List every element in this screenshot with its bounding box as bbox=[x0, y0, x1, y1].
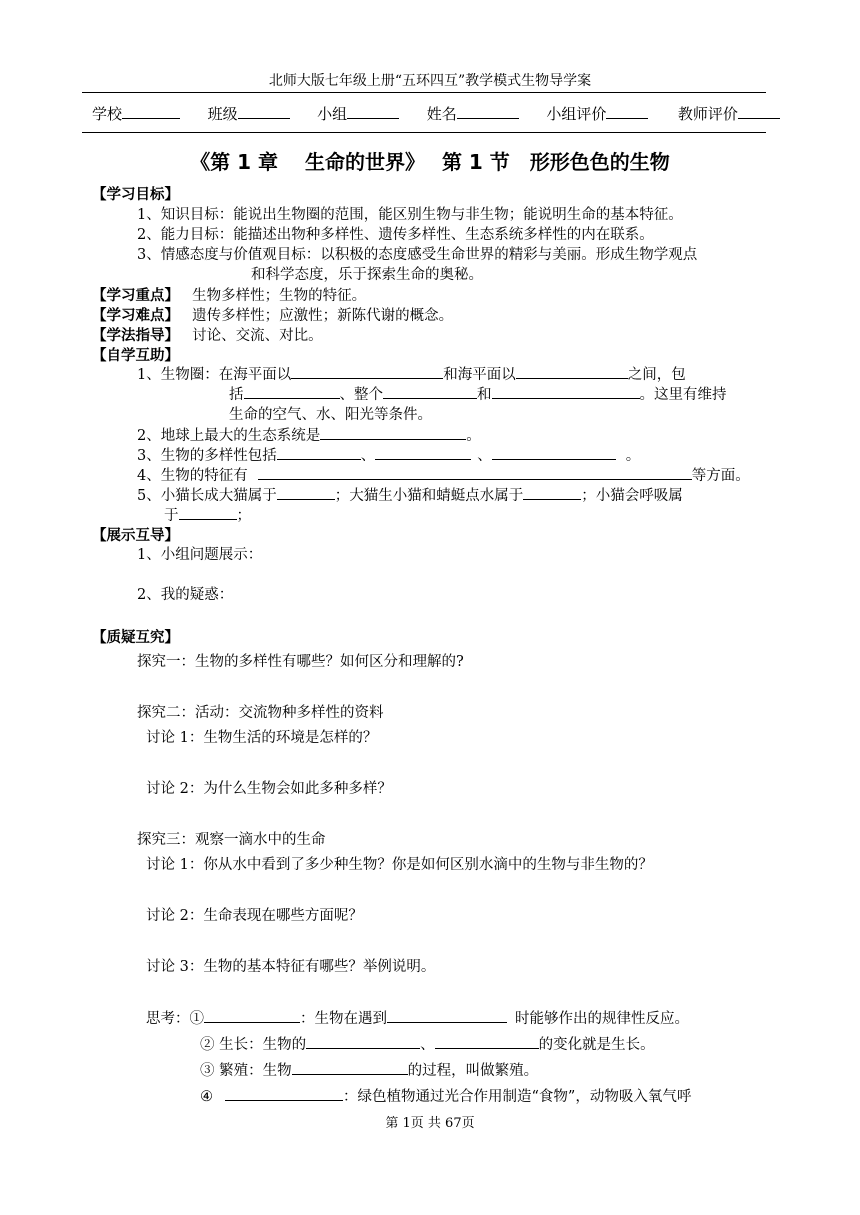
q2-text: 。 bbox=[466, 428, 481, 444]
answer-blank[interactable] bbox=[244, 385, 340, 399]
teacher-eval-label: 教师评价 bbox=[677, 105, 738, 123]
think-text: ④ bbox=[200, 1089, 213, 1105]
goal-item: 和科学态度，乐于探索生命的奥秘。 bbox=[251, 267, 483, 283]
answer-blank[interactable] bbox=[375, 446, 471, 460]
display-item: 1、小组问题展示： bbox=[137, 547, 263, 563]
inquiry-discussion: 讨论 3：生物的基本特征有哪些？举例说明。 bbox=[146, 959, 436, 975]
q4-text: 4、生物的特征有 bbox=[137, 468, 248, 484]
school-blank[interactable] bbox=[122, 104, 180, 119]
answer-blank[interactable] bbox=[435, 1035, 539, 1049]
q1-text: 括 bbox=[229, 387, 244, 403]
difficulties-row bbox=[92, 304, 453, 325]
think-text: 的过程，叫做繁殖。 bbox=[407, 1063, 539, 1079]
method-row bbox=[92, 324, 323, 345]
q1-text: 1、生物圈：在海平面以 bbox=[137, 367, 292, 383]
name-blank[interactable] bbox=[457, 104, 519, 119]
q1-text: 和海平面以 bbox=[443, 367, 516, 383]
difficulties-text: 遗传多样性；应激性；新陈代谢的概念。 bbox=[192, 308, 454, 324]
class-label: 班级 bbox=[207, 105, 238, 123]
display-item: 2、我的疑惑： bbox=[137, 587, 234, 603]
class-blank[interactable] bbox=[238, 104, 290, 119]
inquiry-explore-3: 探究三：观察一滴水中的生命 bbox=[137, 832, 326, 848]
think-label: 思考： bbox=[146, 1011, 190, 1027]
method-heading: 【学法指导】 bbox=[92, 328, 179, 344]
group-label: 小组 bbox=[317, 105, 348, 123]
answer-blank[interactable] bbox=[291, 365, 443, 379]
answer-blank[interactable] bbox=[523, 486, 581, 500]
think-row-4 bbox=[200, 1085, 691, 1106]
group-blank[interactable] bbox=[347, 104, 399, 119]
answer-blank[interactable] bbox=[204, 1009, 300, 1023]
q1-text: 。这里有维持 bbox=[639, 387, 727, 403]
inquiry-discussion: 讨论 1：生物生活的环境是怎样的？ bbox=[146, 730, 378, 746]
inquiry-discussion: 讨论 1：你从水中看到了多少种生物？你是如何区别水滴中的生物与非生物的？ bbox=[146, 857, 653, 873]
think-row-3 bbox=[200, 1059, 538, 1080]
answer-blank[interactable] bbox=[306, 1035, 420, 1049]
answer-blank[interactable] bbox=[277, 446, 361, 460]
q3-text: 3、生物的多样性包括 bbox=[137, 448, 277, 464]
answer-blank[interactable] bbox=[292, 1061, 408, 1075]
q1-text: 和 bbox=[477, 387, 492, 403]
header-rule bbox=[82, 92, 766, 93]
keypoints-heading: 【学习重点】 bbox=[92, 288, 179, 304]
group-eval-label: 小组评价 bbox=[546, 105, 607, 123]
inquiry-discussion: 讨论 2：生命表现在哪些方面呢？ bbox=[146, 908, 363, 924]
q5-text: ； bbox=[236, 508, 251, 524]
selfstudy-q1-line2 bbox=[229, 383, 727, 404]
info-rule bbox=[82, 132, 766, 133]
page-footer: 第 1页 共 67页 bbox=[385, 1116, 475, 1131]
selfstudy-q4 bbox=[137, 464, 750, 485]
selfstudy-heading: 【自学互助】 bbox=[92, 348, 179, 364]
think-row-1 bbox=[146, 1007, 689, 1028]
difficulties-heading: 【学习难点】 bbox=[92, 308, 179, 324]
think-text: 、 bbox=[420, 1037, 435, 1053]
name-label: 姓名 bbox=[426, 105, 457, 123]
selfstudy-q5-line2 bbox=[164, 504, 251, 525]
q3-text: 、 bbox=[477, 448, 492, 464]
answer-blank[interactable] bbox=[179, 506, 237, 520]
answer-blank[interactable] bbox=[225, 1087, 343, 1101]
selfstudy-q3 bbox=[137, 444, 640, 465]
think-row-2 bbox=[200, 1033, 655, 1054]
keypoints-text: 生物多样性；生物的特征。 bbox=[192, 288, 367, 304]
answer-blank[interactable] bbox=[387, 1009, 507, 1023]
goal-item: 2、能力目标：能描述出物种多样性、遗传多样性、生态系统多样性的内在联系。 bbox=[137, 227, 654, 243]
teacher-eval-blank[interactable] bbox=[738, 104, 780, 119]
q2-text: 2、地球上最大的生态系统是 bbox=[137, 428, 321, 444]
display-heading: 【展示互导】 bbox=[92, 528, 179, 544]
goal-item: 1、知识目标：能说出生物圈的范围，能区别生物与非生物；能说明生命的基本特征。 bbox=[137, 207, 683, 223]
think-text: 时能够作出的规律性反应。 bbox=[515, 1011, 689, 1027]
answer-blank[interactable] bbox=[516, 365, 628, 379]
think-text: 的变化就是生长。 bbox=[538, 1037, 655, 1053]
school-label: 学校 bbox=[92, 105, 123, 123]
keypoints-row bbox=[92, 284, 366, 305]
goals-heading: 【学习目标】 bbox=[92, 187, 179, 203]
chapter-title: 《第 1 章 生命的世界》 第 1 节 形形色色的生物 bbox=[190, 150, 670, 174]
answer-blank[interactable] bbox=[258, 466, 692, 480]
inquiry-heading: 【质疑互究】 bbox=[92, 630, 179, 646]
inquiry-discussion: 讨论 2：为什么生物会如此多种多样？ bbox=[146, 781, 392, 797]
page-header: 北师大版七年级上册“五环四互”教学模式生物导学案 bbox=[268, 73, 592, 89]
q4-text: 等方面。 bbox=[691, 468, 750, 484]
q5-text: ；小猫会呼吸属 bbox=[581, 488, 683, 504]
think-text: ② 生长：生物的 bbox=[200, 1037, 307, 1053]
think-text: ① bbox=[189, 1011, 204, 1027]
think-text: ③ 繁殖：生物 bbox=[200, 1063, 292, 1079]
answer-blank[interactable] bbox=[320, 426, 466, 440]
selfstudy-q1-line3: 生命的空气、水、阳光等条件。 bbox=[229, 407, 432, 423]
answer-blank[interactable] bbox=[492, 446, 616, 460]
answer-blank[interactable] bbox=[277, 486, 335, 500]
student-info-line bbox=[92, 103, 780, 124]
q1-text: 之间，包 bbox=[627, 367, 686, 383]
inquiry-explore-1: 探究一：生物的多样性有哪些？如何区分和理解的? bbox=[137, 654, 464, 670]
inquiry-explore-2: 探究二：活动：交流物种多样性的资料 bbox=[137, 705, 384, 721]
q5-text: 5、小猫长成大猫属于 bbox=[137, 488, 277, 504]
q3-text: 。 bbox=[625, 448, 641, 464]
q5-text: 于 bbox=[164, 508, 179, 524]
selfstudy-q5-line1 bbox=[137, 484, 683, 505]
goal-item: 3、情感态度与价值观目标：以积极的态度感受生命世界的精彩与美丽。形成生物学观点 bbox=[137, 247, 698, 263]
group-eval-blank[interactable] bbox=[606, 104, 648, 119]
think-text: ：绿色植物通过光合作用制造“食物”，动物吸入氧气呼 bbox=[343, 1089, 692, 1105]
answer-blank[interactable] bbox=[492, 385, 640, 399]
q1-text: 、整个 bbox=[339, 387, 383, 403]
think-text: ：生物在遇到 bbox=[300, 1011, 387, 1027]
q3-text: 、 bbox=[360, 448, 376, 464]
selfstudy-q1-line1 bbox=[137, 363, 686, 384]
method-text: 讨论、交流、对比。 bbox=[192, 328, 323, 344]
answer-blank[interactable] bbox=[383, 385, 477, 399]
selfstudy-q2 bbox=[137, 424, 481, 445]
q5-text: ；大猫生小猫和蜻蜓点水属于 bbox=[334, 488, 524, 504]
